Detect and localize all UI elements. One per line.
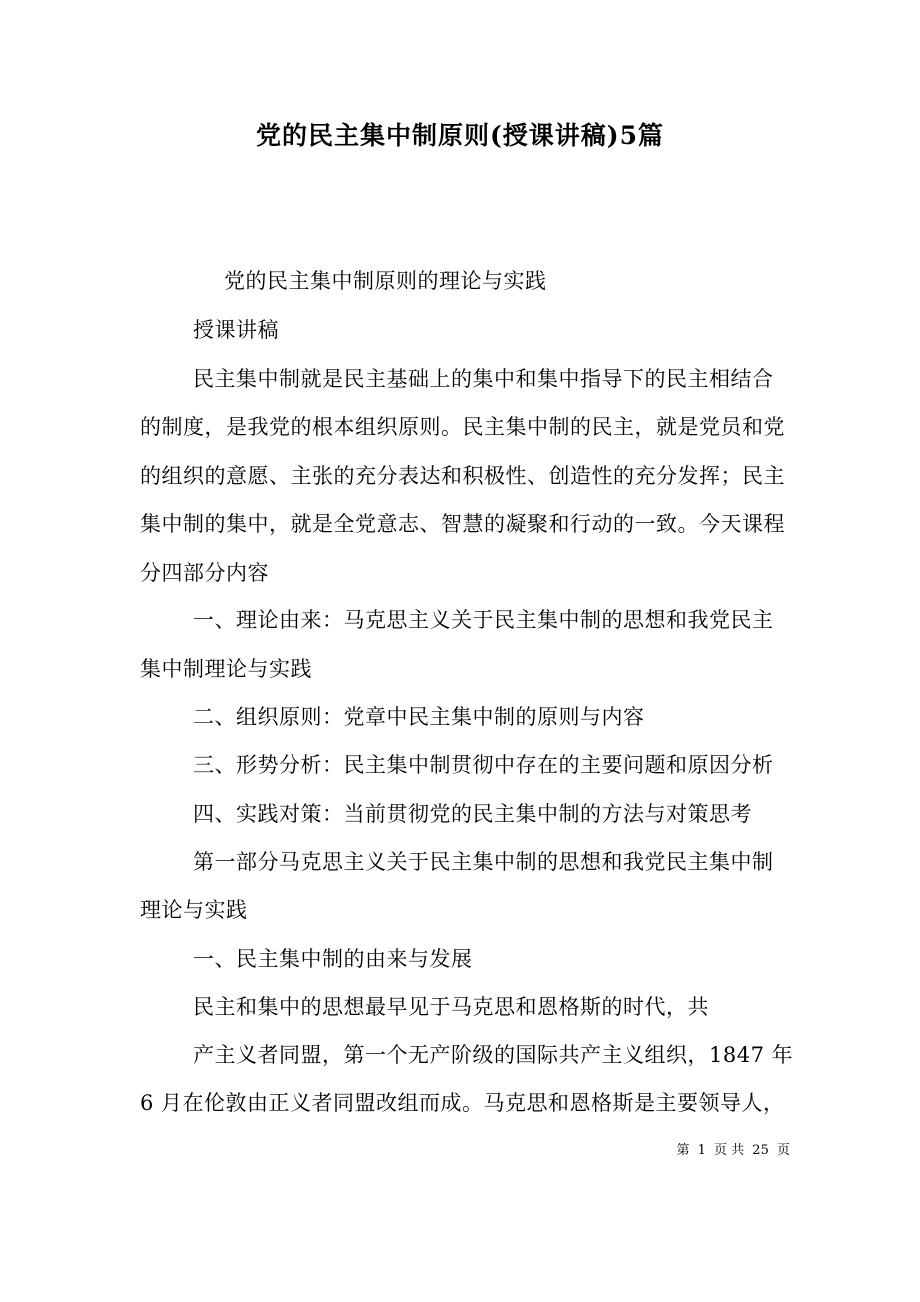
text-line: 的制度，是我党的根本组织原则。民主集中制的民主，就是党员和党 (140, 415, 785, 439)
subtitle-line: 党的民主集中制原则的理论与实践 (224, 269, 547, 293)
text-line: 集中制的集中，就是全党意志、智慧的凝聚和行动的一致。今天课程 (140, 512, 785, 536)
text-line: 6 月在伦敦由正义者同盟改组而成。马克思和恩格斯是主要领导人， (140, 1091, 785, 1115)
text-line: 三、形势分析：民主集中制贯彻中存在的主要问题和原因分析 (193, 753, 774, 777)
text-line: 民主集中制就是民主基础上的集中和集中指导下的民主相结合 (193, 367, 774, 391)
text-line: 第一部分马克思主义关于民主集中制的思想和我党民主集中制 (193, 850, 774, 874)
footer-prefix: 第 (676, 1143, 690, 1158)
text-line: 民主和集中的思想最早见于马克思和恩格斯的时代，共 (193, 995, 709, 1019)
footer-suffix: 页 (776, 1143, 790, 1158)
page-footer (640, 1141, 790, 1161)
text-line: 四、实践对策：当前贯彻党的民主集中制的方法与对策思考 (193, 802, 752, 826)
footer-middle: 页 共 (714, 1143, 745, 1158)
text-line: 产主义者同盟，第一个无产阶级的国际共产主义组织，1847 年 (193, 1043, 794, 1067)
footer-page-number: 1 (697, 1143, 706, 1158)
footer-total-pages: 25 (752, 1143, 769, 1158)
text-line: 授课讲稿 (193, 318, 279, 342)
text-line: 集中制理论与实践 (140, 657, 312, 681)
text-line: 一、民主集中制的由来与发展 (193, 947, 473, 971)
text-line: 分四部分内容 (140, 561, 269, 585)
text-line: 一、理论由来：马克思主义关于民主集中制的思想和我党民主 (193, 608, 774, 632)
document-title: 党的民主集中制原则(授课讲稿)5篇 (255, 121, 665, 150)
text-line: 的组织的意愿、主张的充分表达和积极性、创造性的充分发挥；民主 (140, 464, 785, 488)
text-line: 二、组织原则：党章中民主集中制的原则与内容 (193, 705, 645, 729)
text-line: 理论与实践 (140, 898, 248, 922)
